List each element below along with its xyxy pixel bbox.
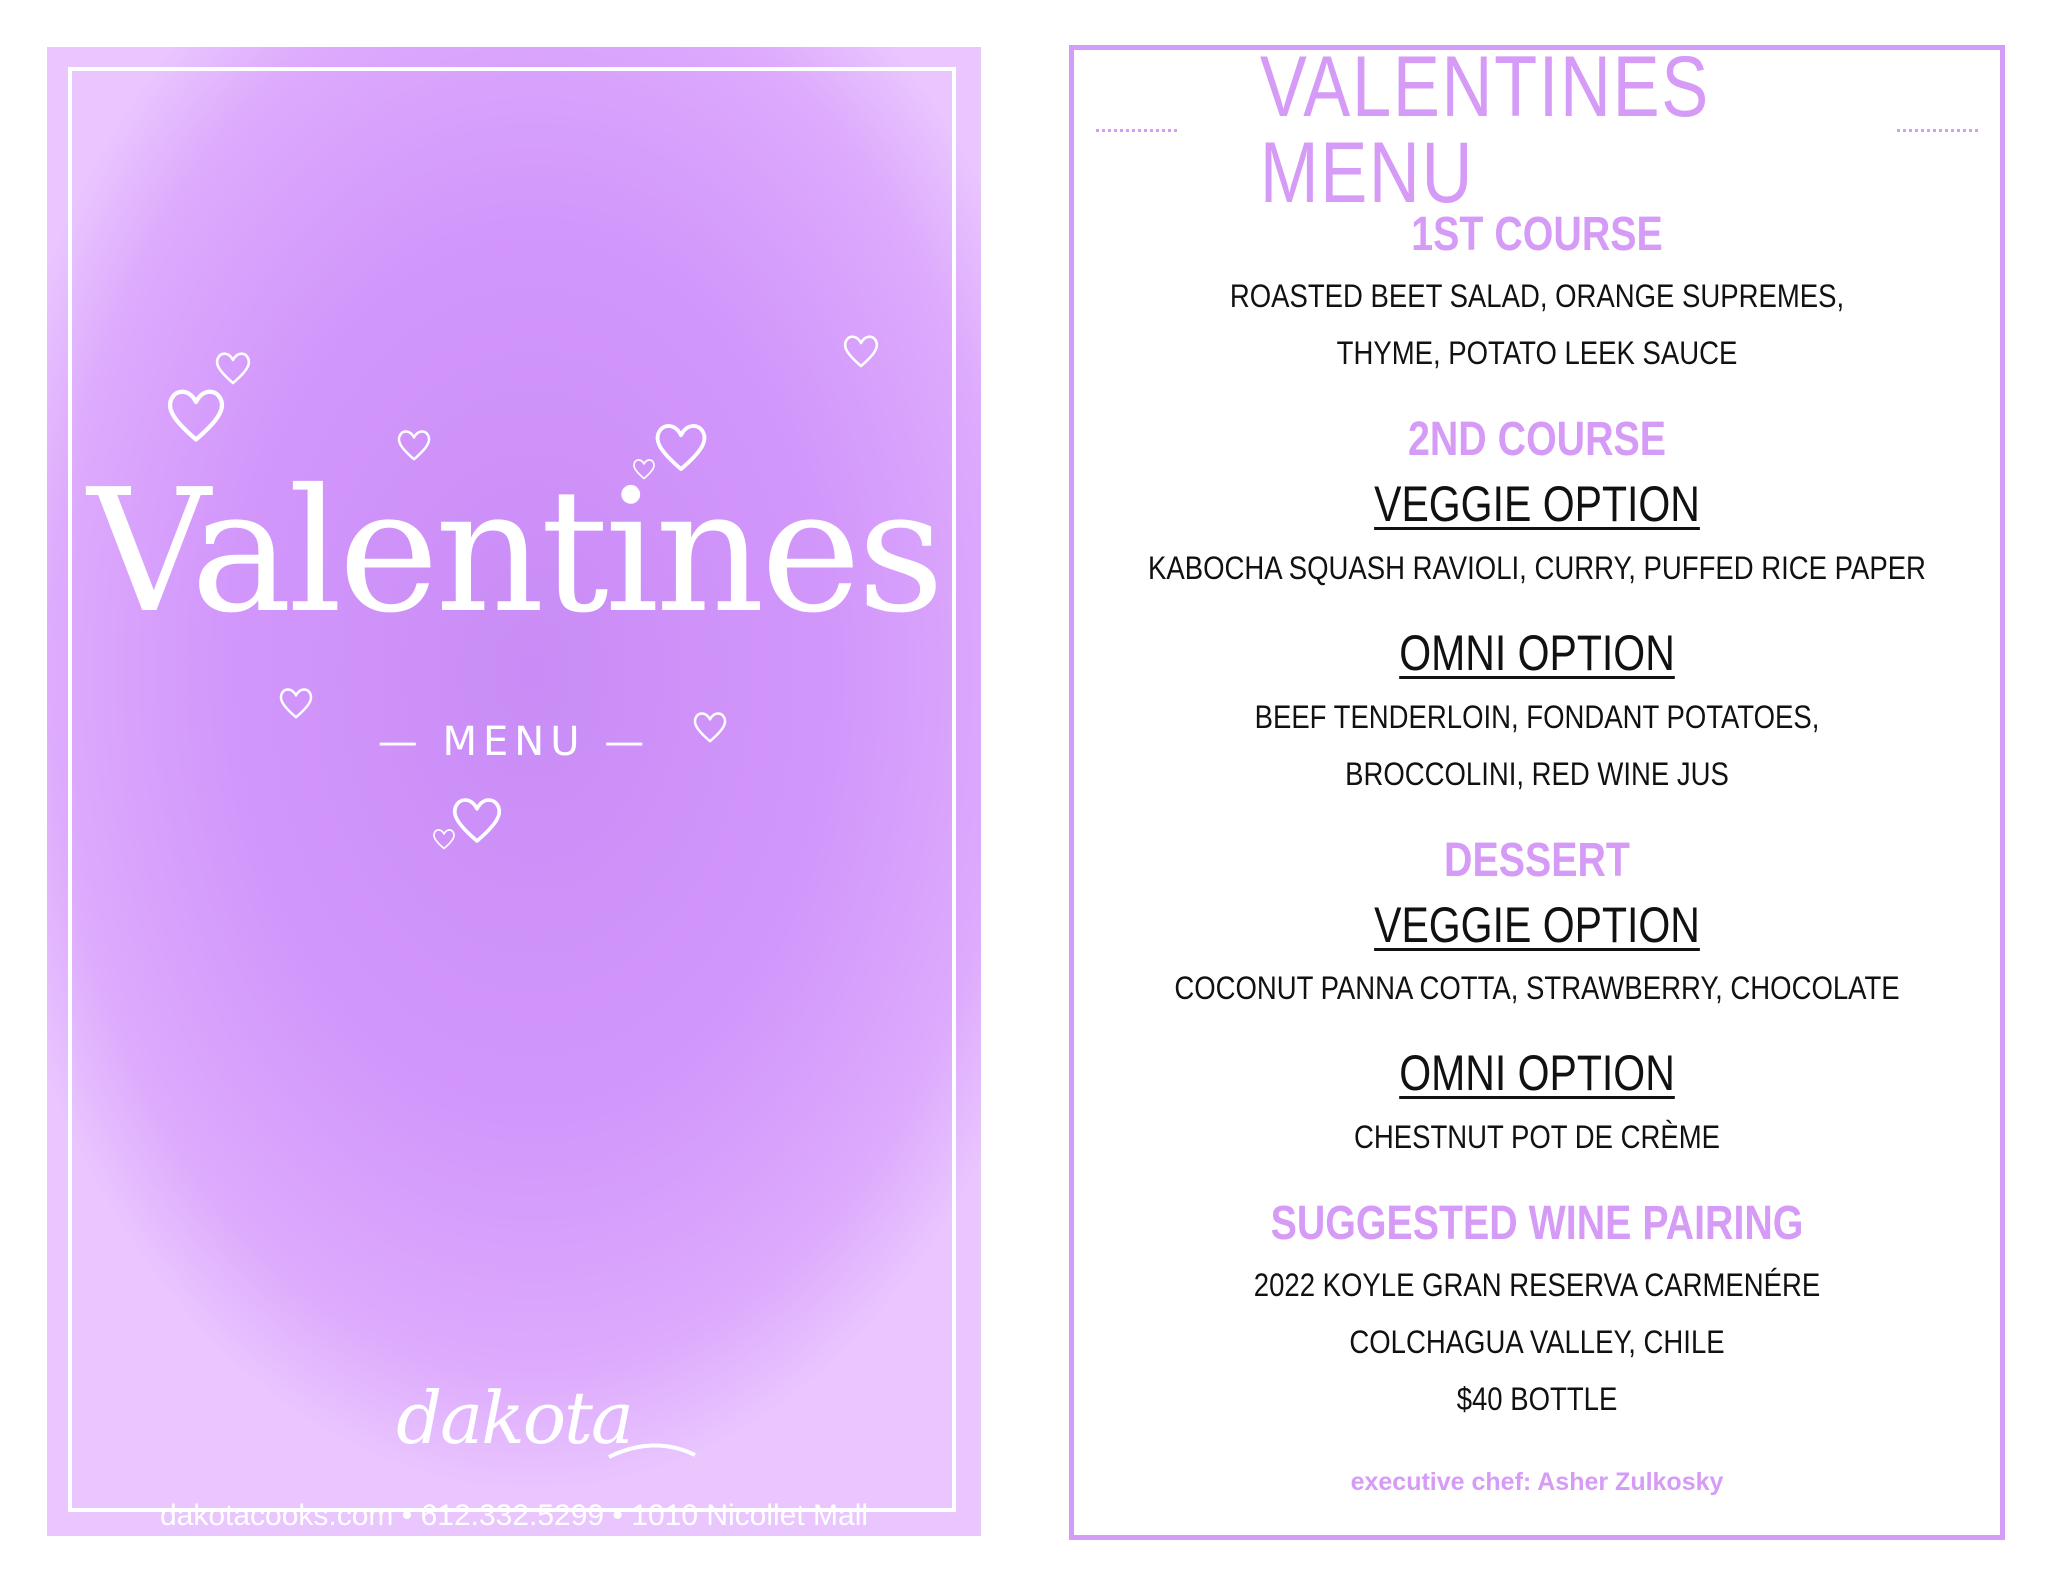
heart-outline-icon bbox=[841, 332, 881, 370]
cover-subtitle: — MENU — bbox=[377, 719, 651, 765]
logo-swoosh-icon bbox=[607, 1437, 697, 1461]
menu-item-line: THYME, POTATO LEEK SAUCE bbox=[1336, 335, 1738, 371]
option-label: OMNI OPTION bbox=[1399, 625, 1675, 681]
dakota-logo: dakota bbox=[396, 1376, 632, 1460]
heart-outline-icon bbox=[449, 793, 505, 847]
menu-item-line: $40 BOTTLE bbox=[1456, 1381, 1618, 1417]
executive-chef-credit: executive chef: Asher Zulkosky bbox=[1350, 1468, 1724, 1496]
heart-outline-icon bbox=[277, 685, 315, 721]
menu-title-row bbox=[1074, 39, 2000, 221]
menu-item-line: CHESTNUT POT DE CRÈME bbox=[1354, 1119, 1720, 1155]
menu-item-line: COCONUT PANNA COTTA, STRAWBERRY, CHOCOLATE bbox=[1174, 970, 1900, 1006]
course-heading: SUGGESTED WINE PAIRING bbox=[1270, 1197, 1804, 1250]
course-heading: 1ST COURSE bbox=[1411, 208, 1663, 261]
menu-item-line: COLCHAGUA VALLEY, CHILE bbox=[1349, 1324, 1725, 1360]
heart-outline-icon bbox=[431, 827, 457, 851]
option-label: VEGGIE OPTION bbox=[1374, 476, 1700, 532]
cover-frame bbox=[68, 67, 956, 1512]
cover-panel bbox=[47, 47, 981, 1536]
menu-item-line: 2022 KOYLE GRAN RESERVA CARMENÉRE bbox=[1253, 1267, 1821, 1303]
menu-item-line: ROASTED BEET SALAD, ORANGE SUPREMES, bbox=[1229, 278, 1845, 314]
option-label: OMNI OPTION bbox=[1399, 1045, 1675, 1101]
menu-item-line: KABOCHA SQUASH RAVIOLI, CURRY, PUFFED RICE PAPER bbox=[1148, 550, 1926, 586]
contact-info: dakotacooks.com • 612.332.5299 • 1010 Nicollet Mall bbox=[159, 1499, 869, 1532]
dotted-divider bbox=[1897, 129, 1978, 132]
option-label: VEGGIE OPTION bbox=[1374, 897, 1700, 953]
course-heading: 2ND COURSE bbox=[1407, 413, 1667, 466]
heart-outline-icon bbox=[163, 384, 229, 446]
menu-item-line: BROCCOLINI, RED WINE JUS bbox=[1345, 756, 1729, 792]
heart-outline-icon bbox=[213, 349, 253, 387]
cover-title: Valentines bbox=[87, 453, 941, 651]
menu-panel bbox=[1069, 39, 2005, 1540]
dotted-divider bbox=[1096, 129, 1177, 132]
menu-title: VALENTINES MENU bbox=[1259, 39, 1710, 221]
course-heading: DESSERT bbox=[1444, 834, 1630, 887]
menu-item-line: BEEF TENDERLOIN, FONDANT POTATOES, bbox=[1254, 699, 1820, 735]
